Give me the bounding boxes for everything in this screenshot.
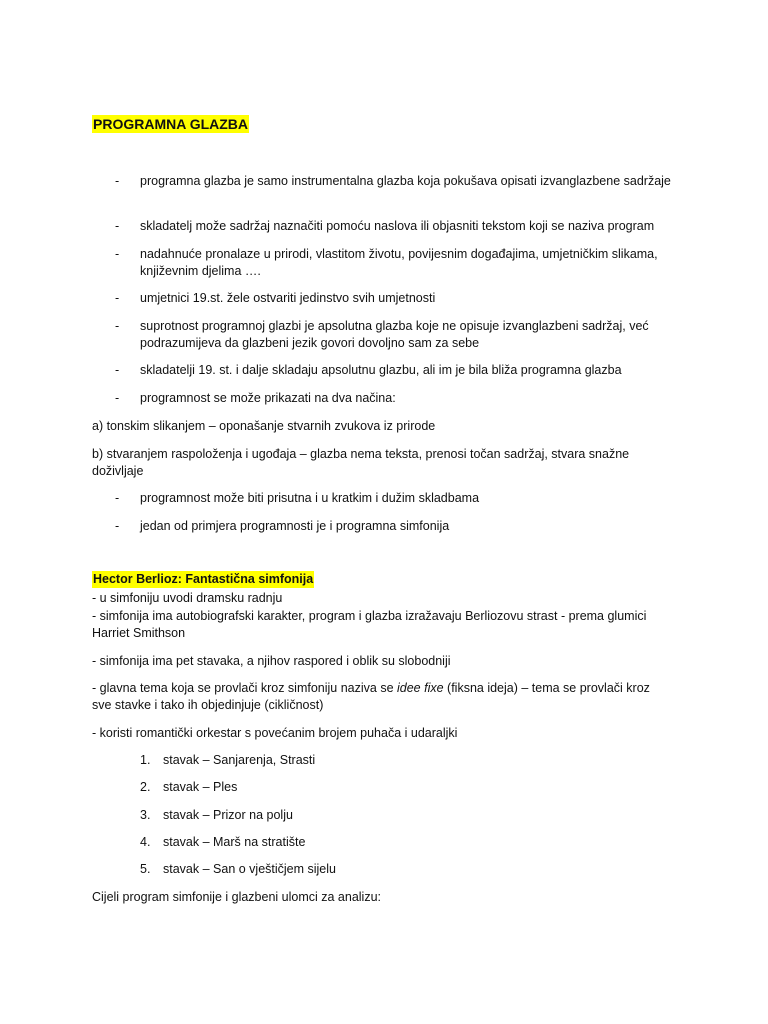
- item-text: stavak – San o vještičjem sijelu: [163, 862, 336, 876]
- item-number: 3.: [140, 808, 151, 822]
- italic-term: idee fixe: [397, 681, 444, 695]
- paragraph: - koristi romantički orkestar s povećanim brojem puhača i udaraljki: [92, 726, 458, 740]
- paragraph: - simfonija ima autobiografski karakter, program i glazba izražavaju Berliozovu strast - prema glumici Harriet Smithson: [92, 609, 647, 640]
- bullet-dash: -: [115, 519, 120, 533]
- text-segment: (fiksna ideja) – tema se provlači kroz sve stavke i tako ih objedinjuje (cikličnost): [92, 681, 650, 712]
- list-item-text: programna glazba je samo instrumentalna glazba koja pokušava opisati izvanglazbene sadržaje: [140, 174, 671, 188]
- paragraph-idee-fixe: [92, 680, 672, 714]
- list-item-text: programnost se može prikazati na dva načina:: [140, 391, 396, 405]
- list-item-text: programnost može biti prisutna i u kratkim i dužim skladbama: [140, 491, 480, 505]
- paragraph: - u simfoniju uvodi dramsku radnju: [92, 591, 283, 605]
- bullet-dash: -: [115, 363, 120, 377]
- paragraph-way-a: a) tonskim slikanjem – oponašanje stvarnih zvukova iz prirode: [92, 419, 436, 433]
- bullet-dash: -: [115, 291, 120, 305]
- section-heading: Hector Berlioz: Fantastična simfonija: [93, 572, 314, 586]
- list-item-text: jedan od primjera programnosti je i programna simfonija: [140, 519, 450, 533]
- paragraph-way-b: b) stvaranjem raspoloženja i ugođaja – glazba nema teksta, prenosi točan sadržaj, stvara snažne doživljaje: [92, 447, 630, 478]
- bullet-dash: -: [115, 219, 120, 233]
- bullet-dash: -: [115, 491, 120, 505]
- text-segment: - glavna tema koja se provlači kroz simfoniju naziva se: [92, 681, 397, 695]
- item-number: 2.: [140, 780, 151, 794]
- item-text: stavak – Prizor na polju: [163, 808, 293, 822]
- item-number: 4.: [140, 835, 151, 849]
- list-item-text: skladatelji 19. st. i dalje skladaju apsolutnu glazbu, ali im je bila bliža programna glazba: [140, 363, 622, 377]
- item-number: 5.: [140, 862, 151, 876]
- page-title: PROGRAMNA GLAZBA: [93, 116, 249, 132]
- bullet-dash: -: [115, 247, 120, 261]
- list-item-text: umjetnici 19.st. žele ostvariti jedinstvo svih umjetnosti: [140, 291, 436, 305]
- bullet-dash: -: [115, 174, 120, 188]
- paragraph: - simfonija ima pet stavaka, a njihov raspored i oblik su slobodniji: [92, 654, 451, 668]
- bullet-dash: -: [115, 319, 120, 333]
- bullet-dash: -: [115, 391, 120, 405]
- item-text: stavak – Marš na stratište: [163, 835, 306, 849]
- item-text: stavak – Ples: [163, 780, 238, 794]
- list-item-text: suprotnost programnoj glazbi je apsolutna glazba koje ne opisuje izvanglazbeni sadržaj, već podrazumijeva da glazbeni jezik govori dovoljno sam za sebe: [140, 319, 649, 350]
- list-item-text: nadahnuće pronalaze u prirodi, vlastitom životu, povijesnim događajima, umjetničkim slikama, književnim djelima ….: [140, 247, 658, 278]
- item-number: 1.: [140, 753, 151, 767]
- list-item-text: skladatelj može sadržaj naznačiti pomoću naslova ili objasniti tekstom koji se naziva program: [140, 219, 655, 233]
- closing-paragraph: Cijeli program simfonije i glazbeni ulomci za analizu:: [92, 890, 382, 904]
- item-text: stavak – Sanjarenja, Strasti: [163, 753, 316, 767]
